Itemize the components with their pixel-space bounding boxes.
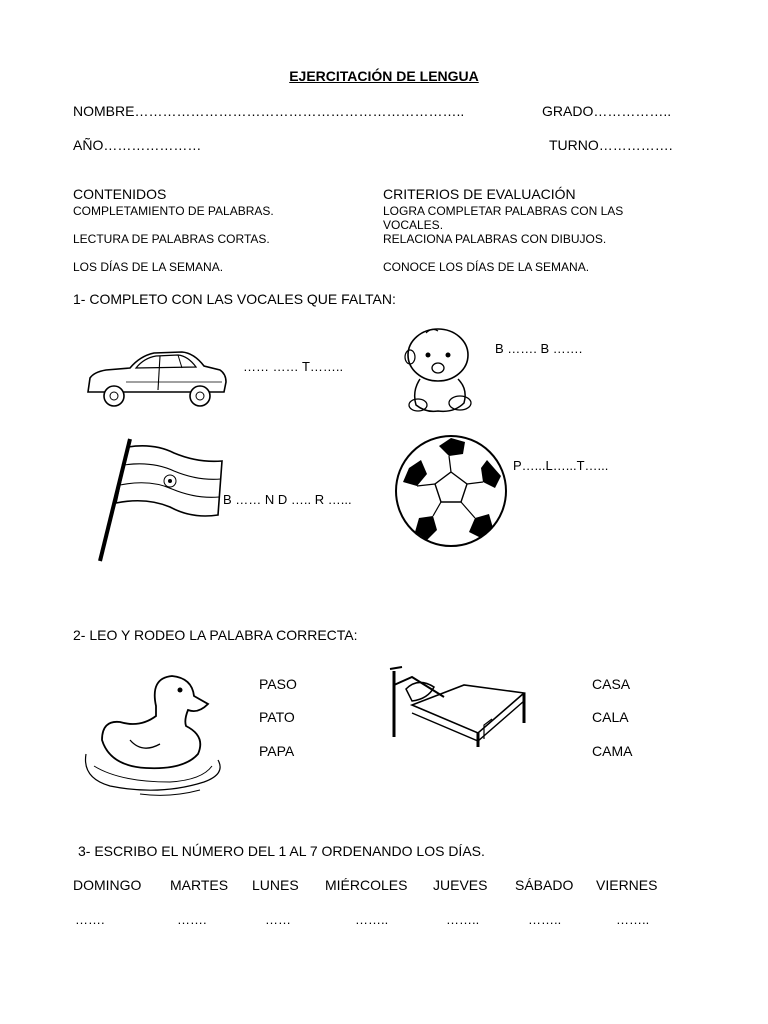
contenido-item: COMPLETAMIENTO DE PALABRAS.	[73, 204, 274, 218]
bed-option[interactable]: CALA	[592, 709, 629, 725]
anio-field: AÑO…………………	[73, 137, 202, 153]
turno-field: TURNO…………….	[549, 137, 673, 153]
day-sabado: SÁBADO	[515, 877, 574, 893]
day-blank[interactable]: ……..	[446, 912, 480, 927]
duck-illustration	[80, 670, 230, 800]
ex2-heading: 2- LEO Y RODEO LA PALABRA CORRECTA:	[73, 627, 358, 643]
page-title: EJERCITACIÓN DE LENGUA	[289, 68, 479, 84]
contenido-item: LECTURA DE PALABRAS CORTAS.	[73, 232, 270, 246]
duck-option[interactable]: PATO	[259, 709, 295, 725]
day-viernes: VIERNES	[596, 877, 658, 893]
criterio-item: RELACIONA PALABRAS CON DIBUJOS.	[383, 232, 607, 246]
ex3-heading: 3- ESCRIBO EL NÚMERO DEL 1 AL 7 ORDENANDO LOS DÍAS.	[78, 843, 485, 859]
day-blank[interactable]: …….	[75, 912, 105, 927]
duck-option[interactable]: PASO	[259, 676, 297, 692]
bebe-blanks: B ……. B …….	[495, 341, 583, 356]
day-blank[interactable]: ……	[265, 912, 291, 927]
criterio-item: LOGRA COMPLETAR PALABRAS CON LAS	[383, 204, 624, 218]
day-domingo: DOMINGO	[73, 877, 142, 893]
day-blank[interactable]: …….	[177, 912, 207, 927]
day-miercoles: MIÉRCOLES	[325, 877, 408, 893]
nombre-field: NOMBRE……………………………………………………………..	[73, 103, 465, 119]
criterio-item: CONOCE LOS DÍAS DE LA SEMANA.	[383, 260, 590, 274]
day-martes: MARTES	[170, 877, 229, 893]
day-blank[interactable]: ……..	[528, 912, 562, 927]
day-jueves: JUEVES	[433, 877, 488, 893]
day-blank[interactable]: ……..	[355, 912, 389, 927]
contenido-item: LOS DÍAS DE LA SEMANA.	[73, 260, 224, 274]
bed-illustration	[388, 663, 532, 749]
ex1-heading: 1- COMPLETO CON LAS VOCALES QUE FALTAN:	[73, 291, 396, 307]
baby-illustration	[402, 325, 478, 417]
bed-option[interactable]: CAMA	[592, 743, 633, 759]
day-blank[interactable]: ……..	[616, 912, 650, 927]
day-lunes: LUNES	[252, 877, 299, 893]
soccer-ball-illustration	[391, 432, 511, 550]
pelota-blanks: P…...L…...T…...	[513, 458, 609, 473]
flag-illustration	[94, 437, 228, 565]
grado-field: GRADO……………..	[542, 103, 672, 119]
criterios-heading: CRITERIOS DE EVALUACIÓN	[383, 186, 576, 202]
car-illustration	[82, 346, 230, 414]
bed-option[interactable]: CASA	[592, 676, 631, 692]
bandera-blanks: B …… N D ….. R …...	[223, 492, 352, 507]
duck-option[interactable]: PAPA	[259, 743, 295, 759]
auto-blanks: …… …… T……..	[243, 359, 344, 374]
contenidos-heading: CONTENIDOS	[73, 186, 167, 202]
criterio-item: VOCALES.	[383, 218, 444, 232]
